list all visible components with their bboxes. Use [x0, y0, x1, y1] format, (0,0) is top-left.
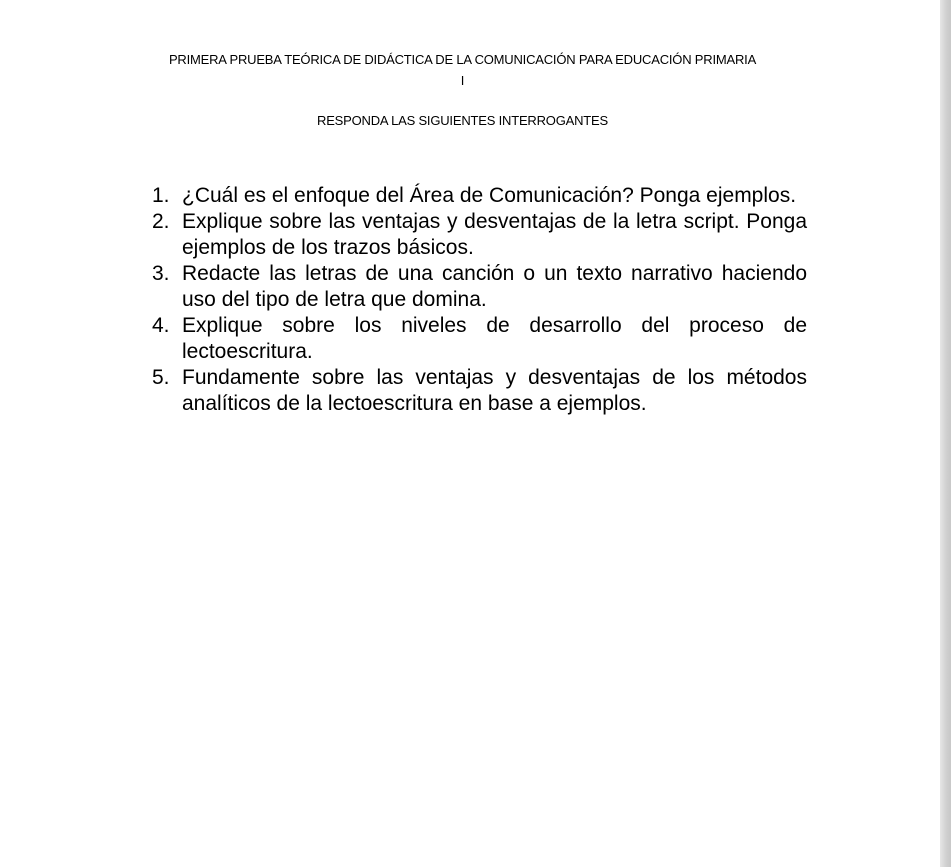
- question-text: Explique sobre los niveles de desarrollo del proceso de lectoescritura.: [182, 314, 807, 363]
- question-item: [152, 183, 807, 209]
- question-number: 1.: [152, 184, 170, 207]
- document-title-continuation: I: [460, 73, 465, 88]
- question-text: Explique sobre las ventajas y desventajas de la letra script. Ponga ejemplos de los trazos básicos.: [182, 210, 807, 259]
- document-title: PRIMERA PRUEBA TEÓRICA DE DIDÁCTICA DE LA COMUNICACIÓN PARA EDUCACIÓN PRIMARIA: [168, 52, 757, 67]
- question-number: 2.: [152, 210, 170, 233]
- question-list: [152, 183, 807, 417]
- question-number: 4.: [152, 314, 170, 337]
- question-text: ¿Cuál es el enfoque del Área de Comunicación? Ponga ejemplos.: [182, 184, 797, 207]
- question-item: [152, 313, 807, 365]
- question-item: [152, 261, 807, 313]
- question-item: [152, 365, 807, 417]
- scrollbar-edge[interactable]: [940, 0, 951, 867]
- question-item: [152, 209, 807, 261]
- question-number: 3.: [152, 262, 170, 285]
- question-text: Redacte las letras de una canción o un texto narrativo haciendo uso del tipo de letra que domina.: [182, 262, 807, 311]
- question-text: Fundamente sobre las ventajas y desventajas de los métodos analíticos de la lectoescritura en base a ejemplos.: [182, 366, 807, 415]
- question-number: 5.: [152, 366, 170, 389]
- document-subtitle: RESPONDA LAS SIGUIENTES INTERROGANTES: [317, 113, 608, 128]
